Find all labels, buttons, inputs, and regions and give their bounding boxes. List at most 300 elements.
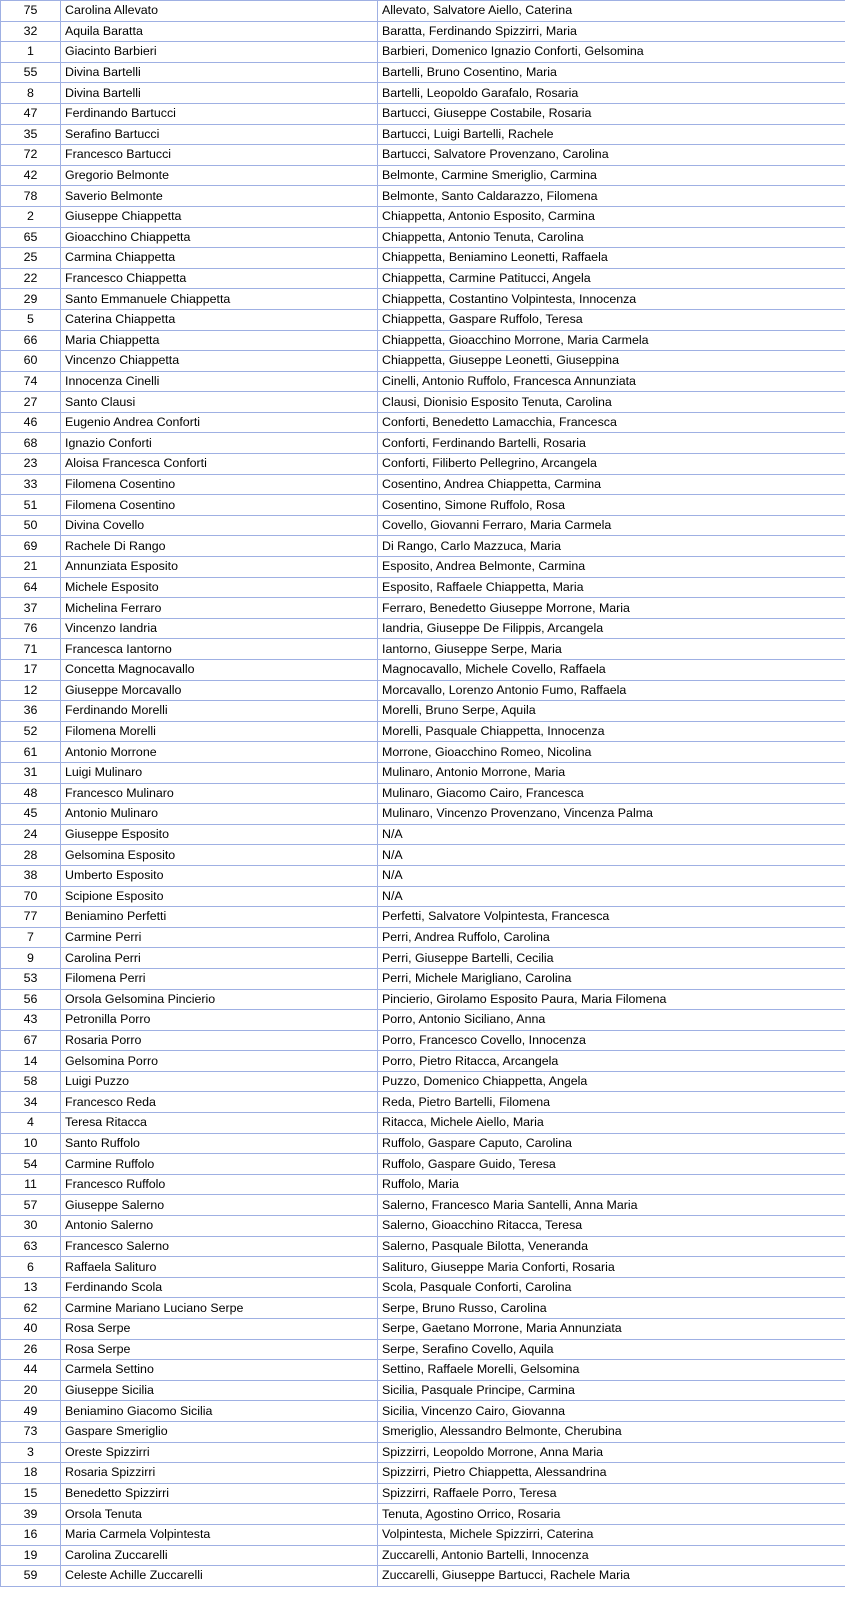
name-cell[interactable]: Giuseppe Chiappetta (61, 206, 378, 227)
name-cell[interactable]: Filomena Cosentino (61, 474, 378, 495)
table-row (1, 21, 845, 42)
table-row (1, 680, 845, 701)
row-number-cell[interactable]: 17 (1, 660, 61, 681)
row-number-cell[interactable]: 8 (1, 83, 61, 104)
parents-cell[interactable]: Bartucci, Giuseppe Costabile, Rosaria (378, 103, 845, 124)
parents-cell[interactable]: Volpintesta, Michele Spizzirri, Caterina (378, 1524, 845, 1545)
parents-cell[interactable]: Mulinaro, Vincenzo Provenzano, Vincenza Palma (378, 804, 845, 825)
parents-cell[interactable]: Chiappetta, Gaspare Ruffolo, Teresa (378, 309, 845, 330)
row-number-cell[interactable]: 32 (1, 21, 61, 42)
name-cell[interactable]: Carmina Chiappetta (61, 248, 378, 269)
row-number-cell[interactable]: 15 (1, 1483, 61, 1504)
row-number-cell[interactable]: 59 (1, 1566, 61, 1587)
name-cell[interactable]: Francesca Iantorno (61, 639, 378, 660)
table-row (1, 1566, 845, 1587)
table-row (1, 1360, 845, 1381)
parents-cell[interactable]: Reda, Pietro Bartelli, Filomena (378, 1092, 845, 1113)
parents-cell[interactable]: Esposito, Raffaele Chiappetta, Maria (378, 577, 845, 598)
row-number-cell[interactable]: 35 (1, 124, 61, 145)
table-row (1, 1, 845, 22)
row-number-cell[interactable]: 28 (1, 845, 61, 866)
row-number-cell[interactable]: 78 (1, 186, 61, 207)
table-row (1, 1319, 845, 1340)
name-cell[interactable]: Francesco Chiappetta (61, 268, 378, 289)
name-cell[interactable]: Carmine Perri (61, 927, 378, 948)
table-row (1, 598, 845, 619)
table-row (1, 618, 845, 639)
parents-cell[interactable]: Barbieri, Domenico Ignazio Conforti, Gelsomina (378, 42, 845, 63)
row-number-cell[interactable]: 43 (1, 1010, 61, 1031)
name-cell[interactable]: Raffaela Salituro (61, 1257, 378, 1278)
parents-cell[interactable]: Chiappetta, Giuseppe Leonetti, Giuseppina (378, 351, 845, 372)
table-row (1, 309, 845, 330)
row-number-cell[interactable]: 50 (1, 515, 61, 536)
row-number-cell[interactable]: 54 (1, 1154, 61, 1175)
table-row (1, 1051, 845, 1072)
table-row (1, 886, 845, 907)
row-number-cell[interactable]: 53 (1, 968, 61, 989)
row-number-cell[interactable]: 49 (1, 1401, 61, 1422)
row-number-cell[interactable]: 62 (1, 1298, 61, 1319)
parents-cell[interactable]: Serpe, Gaetano Morrone, Maria Annunziata (378, 1319, 845, 1340)
parents-cell[interactable]: Sicilia, Pasquale Principe, Carmina (378, 1380, 845, 1401)
parents-cell[interactable]: Salerno, Francesco Maria Santelli, Anna Maria (378, 1195, 845, 1216)
name-cell[interactable]: Gregorio Belmonte (61, 165, 378, 186)
table-row (1, 433, 845, 454)
table-row (1, 845, 845, 866)
name-cell[interactable]: Carmine Mariano Luciano Serpe (61, 1298, 378, 1319)
parents-cell[interactable]: Bartelli, Bruno Cosentino, Maria (378, 62, 845, 83)
parents-cell[interactable]: Spizzirri, Raffaele Porro, Teresa (378, 1483, 845, 1504)
parents-cell[interactable]: Morrone, Gioacchino Romeo, Nicolina (378, 742, 845, 763)
name-cell[interactable]: Michele Esposito (61, 577, 378, 598)
parents-cell[interactable]: Conforti, Filiberto Pellegrino, Arcangela (378, 454, 845, 475)
name-cell[interactable]: Caterina Chiappetta (61, 309, 378, 330)
name-cell[interactable]: Giuseppe Salerno (61, 1195, 378, 1216)
parents-cell[interactable]: Scola, Pasquale Conforti, Carolina (378, 1277, 845, 1298)
parents-cell[interactable]: Zuccarelli, Antonio Bartelli, Innocenza (378, 1545, 845, 1566)
parents-cell[interactable]: Salerno, Pasquale Bilotta, Veneranda (378, 1236, 845, 1257)
name-cell[interactable]: Michelina Ferraro (61, 598, 378, 619)
name-cell[interactable]: Francesco Salerno (61, 1236, 378, 1257)
parents-cell[interactable]: Conforti, Benedetto Lamacchia, Francesca (378, 412, 845, 433)
parents-cell[interactable]: N/A (378, 865, 845, 886)
row-number-cell[interactable]: 74 (1, 371, 61, 392)
row-number-cell[interactable]: 52 (1, 721, 61, 742)
table-row (1, 721, 845, 742)
parents-cell[interactable]: Salituro, Giuseppe Maria Conforti, Rosaria (378, 1257, 845, 1278)
row-number-cell[interactable]: 44 (1, 1360, 61, 1381)
parents-cell[interactable]: Mulinaro, Giacomo Cairo, Francesca (378, 783, 845, 804)
name-cell[interactable]: Carolina Zuccarelli (61, 1545, 378, 1566)
parents-cell[interactable]: Covello, Giovanni Ferraro, Maria Carmela (378, 515, 845, 536)
name-cell[interactable]: Carmine Ruffolo (61, 1154, 378, 1175)
parents-cell[interactable]: Belmonte, Carmine Smeriglio, Carmina (378, 165, 845, 186)
row-number-cell[interactable]: 11 (1, 1174, 61, 1195)
table-row (1, 536, 845, 557)
parents-cell[interactable]: Mulinaro, Antonio Morrone, Maria (378, 762, 845, 783)
name-cell[interactable]: Filomena Perri (61, 968, 378, 989)
table-body (1, 1, 845, 1587)
name-cell[interactable]: Luigi Puzzo (61, 1071, 378, 1092)
name-cell[interactable]: Antonio Mulinaro (61, 804, 378, 825)
row-number-cell[interactable]: 77 (1, 907, 61, 928)
row-number-cell[interactable]: 12 (1, 680, 61, 701)
parents-cell[interactable]: Morelli, Pasquale Chiappetta, Innocenza (378, 721, 845, 742)
name-cell[interactable]: Francesco Mulinaro (61, 783, 378, 804)
row-number-cell[interactable]: 16 (1, 1524, 61, 1545)
parents-cell[interactable]: Magnocavallo, Michele Covello, Raffaela (378, 660, 845, 681)
name-cell[interactable]: Giuseppe Esposito (61, 824, 378, 845)
row-number-cell[interactable]: 56 (1, 989, 61, 1010)
row-number-cell[interactable]: 5 (1, 309, 61, 330)
name-cell[interactable]: Teresa Ritacca (61, 1113, 378, 1134)
row-number-cell[interactable]: 73 (1, 1421, 61, 1442)
row-number-cell[interactable]: 60 (1, 351, 61, 372)
name-cell[interactable]: Ferdinando Bartucci (61, 103, 378, 124)
table-row (1, 804, 845, 825)
parents-cell[interactable]: Perfetti, Salvatore Volpintesta, Francesca (378, 907, 845, 928)
parents-cell[interactable]: Sicilia, Vincenzo Cairo, Giovanna (378, 1401, 845, 1422)
row-number-cell[interactable]: 10 (1, 1133, 61, 1154)
parents-cell[interactable]: Spizzirri, Leopoldo Morrone, Anna Maria (378, 1442, 845, 1463)
parents-cell[interactable]: Chiappetta, Beniamino Leonetti, Raffaela (378, 248, 845, 269)
table-row (1, 1010, 845, 1031)
row-number-cell[interactable]: 13 (1, 1277, 61, 1298)
name-cell[interactable]: Innocenza Cinelli (61, 371, 378, 392)
parents-cell[interactable]: Iandria, Giuseppe De Filippis, Arcangela (378, 618, 845, 639)
row-number-cell[interactable]: 68 (1, 433, 61, 454)
parents-cell[interactable]: Esposito, Andrea Belmonte, Carmina (378, 557, 845, 578)
name-cell[interactable]: Giacinto Barbieri (61, 42, 378, 63)
parents-cell[interactable]: Di Rango, Carlo Mazzuca, Maria (378, 536, 845, 557)
parents-cell[interactable]: Porro, Francesco Covello, Innocenza (378, 1030, 845, 1051)
name-cell[interactable]: Umberto Esposito (61, 865, 378, 886)
name-cell[interactable]: Carolina Allevato (61, 1, 378, 22)
name-cell[interactable]: Maria Chiappetta (61, 330, 378, 351)
parents-cell[interactable]: Settino, Raffaele Morelli, Gelsomina (378, 1360, 845, 1381)
name-cell[interactable]: Filomena Morelli (61, 721, 378, 742)
name-cell[interactable]: Benedetto Spizzirri (61, 1483, 378, 1504)
name-cell[interactable]: Francesco Bartucci (61, 145, 378, 166)
row-number-cell[interactable]: 4 (1, 1113, 61, 1134)
parents-cell[interactable]: Serpe, Bruno Russo, Carolina (378, 1298, 845, 1319)
row-number-cell[interactable]: 65 (1, 227, 61, 248)
row-number-cell[interactable]: 58 (1, 1071, 61, 1092)
row-number-cell[interactable]: 23 (1, 454, 61, 475)
parents-cell[interactable]: Clausi, Dionisio Esposito Tenuta, Carolina (378, 392, 845, 413)
row-number-cell[interactable]: 3 (1, 1442, 61, 1463)
table-row (1, 1133, 845, 1154)
row-number-cell[interactable]: 57 (1, 1195, 61, 1216)
table-row (1, 557, 845, 578)
table-row (1, 248, 845, 269)
table-row (1, 124, 845, 145)
parents-cell[interactable]: Porro, Antonio Siciliano, Anna (378, 1010, 845, 1031)
row-number-cell[interactable]: 25 (1, 248, 61, 269)
parents-cell[interactable]: Chiappetta, Antonio Esposito, Carmina (378, 206, 845, 227)
table-row (1, 392, 845, 413)
name-cell[interactable]: Ferdinando Morelli (61, 701, 378, 722)
row-number-cell[interactable]: 34 (1, 1092, 61, 1113)
table-row (1, 1463, 845, 1484)
row-number-cell[interactable]: 40 (1, 1319, 61, 1340)
row-number-cell[interactable]: 45 (1, 804, 61, 825)
name-cell[interactable]: Filomena Cosentino (61, 495, 378, 516)
parents-cell[interactable]: Perri, Michele Marigliano, Carolina (378, 968, 845, 989)
name-cell[interactable]: Gioacchino Chiappetta (61, 227, 378, 248)
table-row (1, 145, 845, 166)
name-cell[interactable]: Antonio Morrone (61, 742, 378, 763)
table-row (1, 330, 845, 351)
name-cell[interactable]: Annunziata Esposito (61, 557, 378, 578)
parents-cell[interactable]: Morelli, Bruno Serpe, Aquila (378, 701, 845, 722)
row-number-cell[interactable]: 9 (1, 948, 61, 969)
parents-cell[interactable]: Ruffolo, Gaspare Caputo, Carolina (378, 1133, 845, 1154)
row-number-cell[interactable]: 48 (1, 783, 61, 804)
table-row (1, 1421, 845, 1442)
name-cell[interactable]: Eugenio Andrea Conforti (61, 412, 378, 433)
parents-cell[interactable]: Iantorno, Giuseppe Serpe, Maria (378, 639, 845, 660)
row-number-cell[interactable]: 29 (1, 289, 61, 310)
table-row (1, 927, 845, 948)
table-row (1, 1174, 845, 1195)
name-cell[interactable]: Rachele Di Rango (61, 536, 378, 557)
name-cell[interactable]: Celeste Achille Zuccarelli (61, 1566, 378, 1587)
row-number-cell[interactable]: 76 (1, 618, 61, 639)
table-row (1, 351, 845, 372)
table-row (1, 412, 845, 433)
parents-cell[interactable]: Zuccarelli, Giuseppe Bartucci, Rachele Maria (378, 1566, 845, 1587)
row-number-cell[interactable]: 6 (1, 1257, 61, 1278)
table-row (1, 783, 845, 804)
table-row (1, 1154, 845, 1175)
name-cell[interactable]: Ferdinando Scola (61, 1277, 378, 1298)
name-cell[interactable]: Maria Carmela Volpintesta (61, 1524, 378, 1545)
row-number-cell[interactable]: 7 (1, 927, 61, 948)
table-row (1, 742, 845, 763)
name-cell[interactable]: Vincenzo Chiappetta (61, 351, 378, 372)
row-number-cell[interactable]: 72 (1, 145, 61, 166)
row-number-cell[interactable]: 19 (1, 1545, 61, 1566)
parents-cell[interactable]: Bartucci, Luigi Bartelli, Rachele (378, 124, 845, 145)
name-cell[interactable]: Orsola Gelsomina Pincierio (61, 989, 378, 1010)
parents-cell[interactable]: Serpe, Serafino Covello, Aquila (378, 1339, 845, 1360)
name-cell[interactable]: Serafino Bartucci (61, 124, 378, 145)
name-cell[interactable]: Aquila Baratta (61, 21, 378, 42)
table-row (1, 62, 845, 83)
parents-cell[interactable]: Spizzirri, Pietro Chiappetta, Alessandrina (378, 1463, 845, 1484)
table-row (1, 1401, 845, 1422)
row-number-cell[interactable]: 42 (1, 165, 61, 186)
table-row (1, 474, 845, 495)
table-row (1, 948, 845, 969)
name-cell[interactable]: Rosaria Spizzirri (61, 1463, 378, 1484)
name-cell[interactable]: Ignazio Conforti (61, 433, 378, 454)
table-row (1, 206, 845, 227)
table-row (1, 495, 845, 516)
parents-cell[interactable]: Baratta, Ferdinando Spizzirri, Maria (378, 21, 845, 42)
parents-cell[interactable]: Chiappetta, Gioacchino Morrone, Maria Carmela (378, 330, 845, 351)
table-row (1, 227, 845, 248)
name-cell[interactable]: Luigi Mulinaro (61, 762, 378, 783)
parents-cell[interactable]: N/A (378, 824, 845, 845)
name-cell[interactable]: Santo Ruffolo (61, 1133, 378, 1154)
row-number-cell[interactable]: 71 (1, 639, 61, 660)
row-number-cell[interactable]: 36 (1, 701, 61, 722)
row-number-cell[interactable]: 66 (1, 330, 61, 351)
table-row (1, 639, 845, 660)
name-cell[interactable]: Oreste Spizzirri (61, 1442, 378, 1463)
name-cell[interactable]: Divina Bartelli (61, 62, 378, 83)
row-number-cell[interactable]: 30 (1, 1216, 61, 1237)
parents-cell[interactable]: Cinelli, Antonio Ruffolo, Francesca Annunziata (378, 371, 845, 392)
parents-cell[interactable]: Ruffolo, Gaspare Guido, Teresa (378, 1154, 845, 1175)
parents-cell[interactable]: Salerno, Gioacchino Ritacca, Teresa (378, 1216, 845, 1237)
name-cell[interactable]: Saverio Belmonte (61, 186, 378, 207)
row-number-cell[interactable]: 2 (1, 206, 61, 227)
table-row (1, 1195, 845, 1216)
table-row (1, 989, 845, 1010)
table-row (1, 83, 845, 104)
parents-cell[interactable]: Cosentino, Andrea Chiappetta, Carmina (378, 474, 845, 495)
row-number-cell[interactable]: 38 (1, 865, 61, 886)
table-row (1, 1236, 845, 1257)
row-number-cell[interactable]: 1 (1, 42, 61, 63)
table-row (1, 165, 845, 186)
parents-cell[interactable]: Ferraro, Benedetto Giuseppe Morrone, Maria (378, 598, 845, 619)
parents-cell[interactable]: Bartucci, Salvatore Provenzano, Carolina (378, 145, 845, 166)
row-number-cell[interactable]: 20 (1, 1380, 61, 1401)
table-row (1, 42, 845, 63)
parents-cell[interactable]: Belmonte, Santo Caldarazzo, Filomena (378, 186, 845, 207)
name-cell[interactable]: Scipione Esposito (61, 886, 378, 907)
table-row (1, 865, 845, 886)
parents-cell[interactable]: Allevato, Salvatore Aiello, Caterina (378, 1, 845, 22)
row-number-cell[interactable]: 46 (1, 412, 61, 433)
row-number-cell[interactable]: 24 (1, 824, 61, 845)
row-number-cell[interactable]: 33 (1, 474, 61, 495)
row-number-cell[interactable]: 61 (1, 742, 61, 763)
name-cell[interactable]: Rosaria Porro (61, 1030, 378, 1051)
table-row (1, 1257, 845, 1278)
parents-cell[interactable]: Ritacca, Michele Aiello, Maria (378, 1113, 845, 1134)
table-row (1, 762, 845, 783)
name-cell[interactable]: Aloisa Francesca Conforti (61, 454, 378, 475)
name-cell[interactable]: Carolina Perri (61, 948, 378, 969)
row-number-cell[interactable]: 70 (1, 886, 61, 907)
parents-cell[interactable]: Conforti, Ferdinando Bartelli, Rosaria (378, 433, 845, 454)
name-cell[interactable]: Francesco Ruffolo (61, 1174, 378, 1195)
parents-cell[interactable]: Smeriglio, Alessandro Belmonte, Cherubina (378, 1421, 845, 1442)
table-row (1, 371, 845, 392)
name-cell[interactable]: Orsola Tenuta (61, 1504, 378, 1525)
row-number-cell[interactable]: 26 (1, 1339, 61, 1360)
name-cell[interactable]: Carmela Settino (61, 1360, 378, 1381)
table-row (1, 1216, 845, 1237)
table-row (1, 1483, 845, 1504)
parents-cell[interactable]: N/A (378, 886, 845, 907)
parents-cell[interactable]: N/A (378, 845, 845, 866)
table-row (1, 1524, 845, 1545)
row-number-cell[interactable]: 69 (1, 536, 61, 557)
name-cell[interactable]: Rosa Serpe (61, 1319, 378, 1340)
row-number-cell[interactable]: 39 (1, 1504, 61, 1525)
table-row (1, 968, 845, 989)
parents-cell[interactable]: Perri, Andrea Ruffolo, Carolina (378, 927, 845, 948)
row-number-cell[interactable]: 51 (1, 495, 61, 516)
row-number-cell[interactable]: 67 (1, 1030, 61, 1051)
row-number-cell[interactable]: 75 (1, 1, 61, 22)
table-row (1, 1339, 845, 1360)
row-number-cell[interactable]: 31 (1, 762, 61, 783)
table-row (1, 1277, 845, 1298)
parents-cell[interactable]: Ruffolo, Maria (378, 1174, 845, 1195)
name-cell[interactable]: Gelsomina Esposito (61, 845, 378, 866)
parents-cell[interactable]: Morcavallo, Lorenzo Antonio Fumo, Raffaela (378, 680, 845, 701)
name-cell[interactable]: Gaspare Smeriglio (61, 1421, 378, 1442)
table-row (1, 701, 845, 722)
name-cell[interactable]: Antonio Salerno (61, 1216, 378, 1237)
row-number-cell[interactable]: 55 (1, 62, 61, 83)
name-cell[interactable]: Francesco Reda (61, 1092, 378, 1113)
name-cell[interactable]: Giuseppe Sicilia (61, 1380, 378, 1401)
parents-cell[interactable]: Chiappetta, Costantino Volpintesta, Innocenza (378, 289, 845, 310)
parents-cell[interactable]: Puzzo, Domenico Chiappetta, Angela (378, 1071, 845, 1092)
table-row (1, 1092, 845, 1113)
parents-cell[interactable]: Bartelli, Leopoldo Garafalo, Rosaria (378, 83, 845, 104)
table-row (1, 1504, 845, 1525)
name-cell[interactable]: Gelsomina Porro (61, 1051, 378, 1072)
parents-cell[interactable]: Chiappetta, Antonio Tenuta, Carolina (378, 227, 845, 248)
table-row (1, 1030, 845, 1051)
table-row (1, 1442, 845, 1463)
table-row (1, 289, 845, 310)
table-row (1, 186, 845, 207)
row-number-cell[interactable]: 37 (1, 598, 61, 619)
name-cell[interactable]: Concetta Magnocavallo (61, 660, 378, 681)
row-number-cell[interactable]: 63 (1, 1236, 61, 1257)
name-cell[interactable]: Santo Emmanuele Chiappetta (61, 289, 378, 310)
name-cell[interactable]: Santo Clausi (61, 392, 378, 413)
table-row (1, 1113, 845, 1134)
row-number-cell[interactable]: 27 (1, 392, 61, 413)
row-number-cell[interactable]: 18 (1, 1463, 61, 1484)
name-cell[interactable]: Giuseppe Morcavallo (61, 680, 378, 701)
row-number-cell[interactable]: 21 (1, 557, 61, 578)
parents-cell[interactable]: Chiappetta, Carmine Patitucci, Angela (378, 268, 845, 289)
row-number-cell[interactable]: 22 (1, 268, 61, 289)
row-number-cell[interactable]: 47 (1, 103, 61, 124)
parents-cell[interactable]: Cosentino, Simone Ruffolo, Rosa (378, 495, 845, 516)
name-cell[interactable]: Vincenzo Iandria (61, 618, 378, 639)
table-row (1, 515, 845, 536)
name-cell[interactable]: Divina Covello (61, 515, 378, 536)
name-cell[interactable]: Beniamino Perfetti (61, 907, 378, 928)
row-number-cell[interactable]: 64 (1, 577, 61, 598)
name-cell[interactable]: Beniamino Giacomo Sicilia (61, 1401, 378, 1422)
parents-cell[interactable]: Tenuta, Agostino Orrico, Rosaria (378, 1504, 845, 1525)
parents-cell[interactable]: Porro, Pietro Ritacca, Arcangela (378, 1051, 845, 1072)
parents-cell[interactable]: Pincierio, Girolamo Esposito Paura, Maria Filomena (378, 989, 845, 1010)
row-number-cell[interactable]: 14 (1, 1051, 61, 1072)
name-cell[interactable]: Divina Bartelli (61, 83, 378, 104)
table-row (1, 454, 845, 475)
name-cell[interactable]: Rosa Serpe (61, 1339, 378, 1360)
parents-cell[interactable]: Perri, Giuseppe Bartelli, Cecilia (378, 948, 845, 969)
name-cell[interactable]: Petronilla Porro (61, 1010, 378, 1031)
table-row (1, 1071, 845, 1092)
